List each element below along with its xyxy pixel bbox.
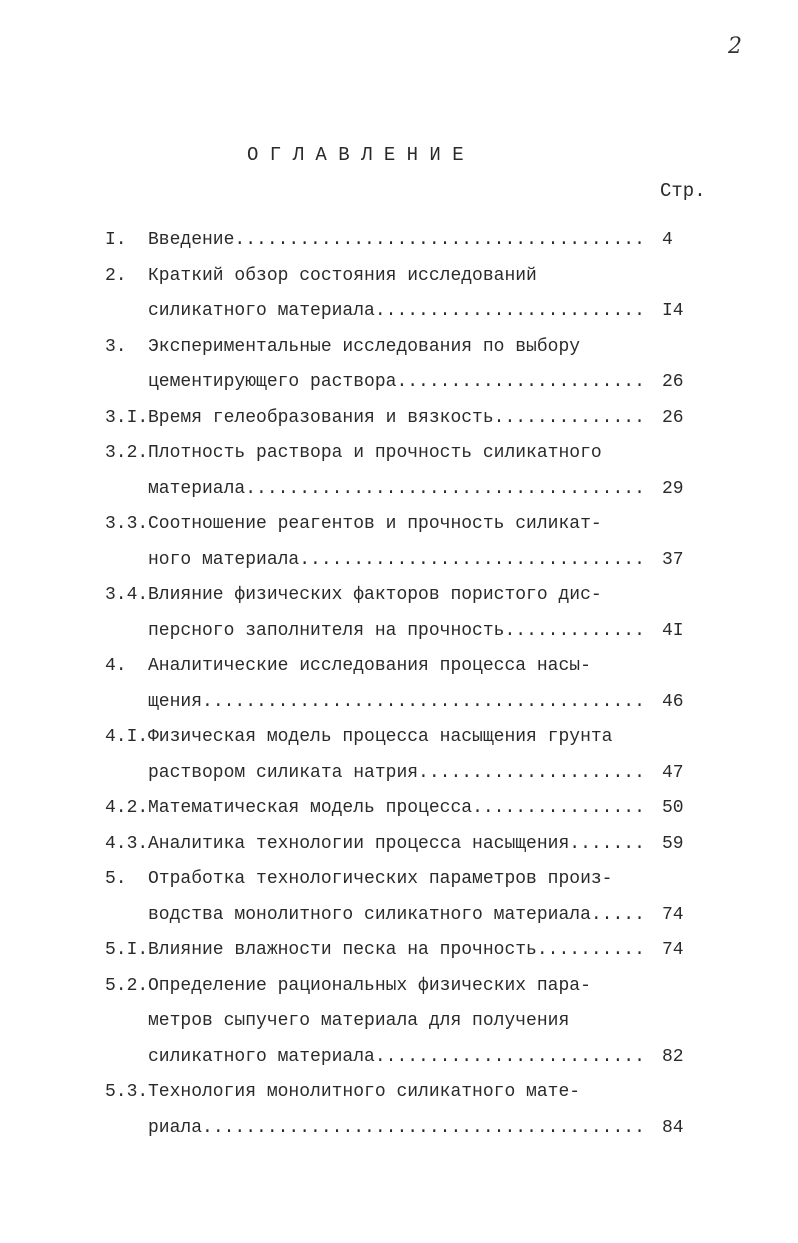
section-title-text: Аналитика технологии процесса насыщения <box>148 833 570 854</box>
section-number: 3. <box>105 336 127 357</box>
dot-leader: ......................... <box>374 301 645 321</box>
section-title <box>148 619 645 643</box>
section-title <box>148 299 645 323</box>
page-number: 2 <box>728 34 742 59</box>
dot-leader: ..................... <box>418 762 645 783</box>
dot-leader: ..................................... <box>245 478 645 499</box>
section-title <box>148 761 645 785</box>
section-title-text: материала <box>148 478 246 499</box>
dot-leader: ..... <box>590 904 645 925</box>
dot-leader: .............. <box>493 407 645 428</box>
page-ref: 59 <box>662 833 684 854</box>
section-title <box>148 370 645 394</box>
section-title-text: Соотношение реагентов и прочность силикат- <box>148 514 602 534</box>
page-ref: 46 <box>662 691 684 712</box>
section-title-text: ного материала <box>148 549 300 570</box>
page-ref: I4 <box>662 301 684 321</box>
section-title-text: Физическая модель процесса насыщения грунта <box>148 727 613 747</box>
page-title: О Г Л А В Л Е Н И Е <box>247 144 464 166</box>
section-title <box>148 903 645 927</box>
section-number: 5.3. <box>105 1082 149 1102</box>
section-number: 2. <box>105 265 127 286</box>
section-title <box>148 796 645 820</box>
dot-leader: ......................... <box>374 1046 645 1067</box>
section-number: 3.4. <box>105 585 149 605</box>
page-ref: 50 <box>662 798 684 818</box>
page-ref: 84 <box>662 1117 684 1138</box>
page-column-label: Стр. <box>660 180 706 202</box>
section-title <box>148 548 645 572</box>
page-ref: 4 <box>662 230 673 250</box>
section-title <box>148 867 612 891</box>
dot-leader: ....................... <box>396 372 645 392</box>
section-title-text: персного заполнителя на прочность <box>148 620 505 641</box>
section-title-text: Плотность раствора и прочность силикатного <box>148 443 602 463</box>
section-title <box>148 1080 580 1104</box>
section-title-text: Технология монолитного силикатного мате- <box>148 1082 581 1102</box>
section-title-text: цементирующего раствора <box>148 372 397 392</box>
section-title-text: Краткий обзор состояния исследований <box>148 265 537 286</box>
section-title <box>148 477 645 501</box>
section-number: 3.3. <box>105 514 149 534</box>
dot-leader: ............. <box>504 620 645 641</box>
section-title-text: Время гелеобразования и вязкость <box>148 407 494 428</box>
section-number: 4. <box>105 656 127 676</box>
page-ref: 47 <box>662 762 684 783</box>
section-number: 4.3. <box>105 833 149 854</box>
section-title-text: Влияние влажности песка на прочность <box>148 940 537 960</box>
section-title <box>148 725 612 749</box>
section-number: 5.2. <box>105 975 149 996</box>
section-title-text: раствором силиката натрия <box>148 762 419 783</box>
section-title <box>148 1009 569 1033</box>
section-number: 5.I. <box>105 940 149 960</box>
page-ref: 74 <box>662 904 684 925</box>
section-title-text: Экспериментальные исследования по выбору <box>148 336 581 357</box>
section-title <box>148 690 645 714</box>
section-title <box>148 974 591 998</box>
section-title-text: силикатного материала <box>148 1046 375 1067</box>
section-title <box>148 938 645 962</box>
page-ref: 26 <box>662 407 684 428</box>
section-title-text: Определение рациональных физических пара- <box>148 975 591 996</box>
page-ref: 4I <box>662 620 684 641</box>
section-title-text: Введение <box>148 230 235 250</box>
section-number: 4.2. <box>105 798 149 818</box>
section-title <box>148 228 645 252</box>
page-ref: 37 <box>662 549 684 570</box>
dot-leader: ................ <box>472 798 645 818</box>
section-number: 5. <box>105 869 127 889</box>
section-number: I. <box>105 230 127 250</box>
page-ref: 26 <box>662 372 684 392</box>
section-title-text: метров сыпучего материала для получения <box>148 1011 570 1031</box>
page-ref: 29 <box>662 478 684 499</box>
dot-leader: ......................................... <box>202 691 645 712</box>
section-title <box>148 1116 645 1140</box>
section-number: 3.I. <box>105 407 149 428</box>
section-title-text: Отработка технологических параметров произ- <box>148 869 613 889</box>
dot-leader: ......................................... <box>202 1117 645 1138</box>
dot-leader: ................................ <box>299 549 645 570</box>
section-title-text: Влияние физических факторов пористого дис- <box>148 585 602 605</box>
section-title-text: водства монолитного силикатного материала <box>148 904 591 925</box>
section-title-text: щения <box>148 691 203 712</box>
dot-leader: .......... <box>536 940 645 960</box>
section-number: 3.2. <box>105 443 149 463</box>
page-ref: 82 <box>662 1046 684 1067</box>
dot-leader: ...................................... <box>234 230 645 250</box>
section-title <box>148 583 602 607</box>
dot-leader: ....... <box>569 833 645 854</box>
section-title-text: Математическая модель процесса <box>148 798 473 818</box>
section-number: 4.I. <box>105 727 149 747</box>
section-title <box>148 406 645 430</box>
section-title <box>148 1045 645 1069</box>
section-title <box>148 441 602 465</box>
section-title-text: Аналитические исследования процесса насы- <box>148 656 591 676</box>
section-title <box>148 832 645 856</box>
section-title-text: силикатного материала <box>148 301 375 321</box>
section-title <box>148 512 602 536</box>
section-title <box>148 335 580 359</box>
section-title <box>148 654 591 678</box>
section-title-text: риала <box>148 1117 203 1138</box>
page-ref: 74 <box>662 940 684 960</box>
section-title <box>148 264 537 288</box>
